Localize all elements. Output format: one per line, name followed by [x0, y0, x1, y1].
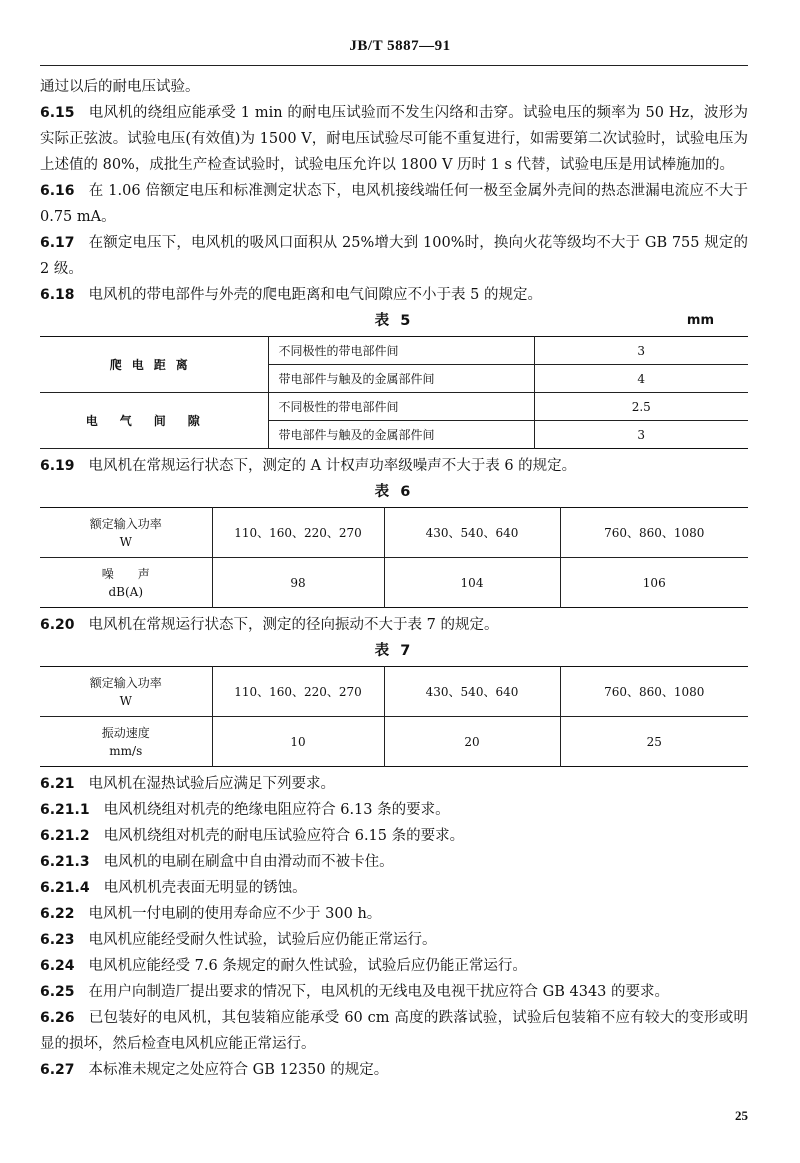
- table-cell: 110、160、220、270: [212, 508, 384, 558]
- row-head-line: 额定输入功率: [89, 675, 162, 690]
- paragraph-group: [40, 74, 748, 308]
- table-row: [40, 667, 748, 717]
- table-row: [40, 558, 748, 608]
- clause-text: 电风机在常规运行状态下，测定的 A 计权声功率级噪声不大于表 6 的规定。: [88, 458, 577, 474]
- clause-number: 6.20: [40, 617, 75, 633]
- table-row: [40, 717, 748, 767]
- clause-number: 6.21: [40, 776, 75, 792]
- clause-paragraph: [40, 797, 748, 823]
- clause-paragraph: [40, 953, 748, 979]
- clause-text: 本标准未规定之处应符合 GB 12350 的规定。: [88, 1062, 389, 1078]
- clause-text: 电风机绕组对机壳的绝缘电阻应符合 6.13 条的要求。: [103, 802, 450, 818]
- table-cell: 430、540、640: [384, 508, 560, 558]
- table5-caption-row: [40, 308, 748, 334]
- clause-text: 电风机在常规运行状态下，测定的径向振动不大于表 7 的规定。: [88, 617, 499, 633]
- clause-paragraph: [40, 1005, 748, 1057]
- table5-row-label: 不同极性的带电部件间: [268, 337, 534, 365]
- clause-text: 在用户向制造厂提出要求的情况下，电风机的无线电及电视干扰应符合 GB 4343 的要求。: [88, 984, 670, 1000]
- clause-paragraph: [40, 823, 748, 849]
- clause-number: 6.24: [40, 958, 75, 974]
- table7-caption-row: [40, 638, 748, 664]
- clause-paragraph: [40, 100, 748, 178]
- table6-caption-row: [40, 479, 748, 505]
- table7-row-head: [40, 717, 212, 767]
- row-head-line: 额定输入功率: [89, 516, 162, 531]
- clause-number: 6.18: [40, 287, 75, 303]
- clause-paragraph: [40, 282, 748, 308]
- page-content: [40, 74, 748, 1083]
- clause-number: 6.22: [40, 906, 75, 922]
- clause-number: 6.25: [40, 984, 75, 1000]
- table-row: [40, 508, 748, 558]
- table7-row-head: [40, 667, 212, 717]
- table5-group-head: 电气间隙: [40, 393, 268, 449]
- clause-number: 6.21.2: [40, 828, 90, 844]
- clause-text: 在 1.06 倍额定电压和标准测定状态下，电风机接线端任何一极至金属外壳间的热态泄漏电流应不大于 0.75 mA。: [40, 183, 748, 225]
- table-row: [40, 393, 748, 421]
- clause-text: 电风机的绕组应能承受 1 min 的耐电压试验而不发生闪络和击穿。试验电压的频率为 50 Hz，波形为实际正弦波。试验电压(有效值)为 1500 V，耐电压试验尽可能不重复进行，如需要第二次试验时，试验电压为上述值的 80%，成批生产检查试验时，试验电压允许以 1800 V 历时 1 s 代替，试验电压是用试棒施加的。: [40, 105, 748, 173]
- clause-paragraph: [40, 901, 748, 927]
- clause-paragraph: [40, 849, 748, 875]
- row-head-unit: W: [119, 534, 132, 549]
- clause-paragraph: [40, 771, 748, 797]
- table-cell: 110、160、220、270: [212, 667, 384, 717]
- clause-number: 6.27: [40, 1062, 75, 1078]
- clause-text: 在额定电压下，电风机的吸风口面积从 25%增大到 100%时，换向火花等级均不大于 GB 755 规定的 2 级。: [40, 235, 748, 277]
- table5-row-value: 3: [534, 421, 748, 449]
- clause-text: 电风机应能经受 7.6 条规定的耐久性试验，试验后应仍能正常运行。: [88, 958, 527, 974]
- clause-paragraph: [40, 612, 748, 638]
- table6-caption: 表 6: [374, 484, 414, 500]
- clause-number: 6.21.3: [40, 854, 90, 870]
- clause-text: 电风机一付电刷的使用寿命应不少于 300 h。: [88, 906, 382, 922]
- clause-paragraph: [40, 1057, 748, 1083]
- clause-number: 6.17: [40, 235, 75, 251]
- table-cell: 760、860、1080: [560, 508, 748, 558]
- table5-row-value: 4: [534, 365, 748, 393]
- clause-number: 6.16: [40, 183, 75, 199]
- table-cell: 25: [560, 717, 748, 767]
- table5-row-value: 3: [534, 337, 748, 365]
- table7-caption: 表 7: [374, 643, 414, 659]
- table-cell: 104: [384, 558, 560, 608]
- clause-text: 电风机在湿热试验后应满足下列要求。: [88, 776, 336, 792]
- clause-number: 6.21.1: [40, 802, 90, 818]
- table-cell: 430、540、640: [384, 667, 560, 717]
- clause-paragraph: [40, 875, 748, 901]
- table5-row-label: 带电部件与触及的金属部件间: [268, 365, 534, 393]
- table5-caption: 表 5: [374, 313, 414, 329]
- table5-unit: mm: [686, 313, 714, 328]
- header-rule: [40, 65, 748, 66]
- clause-paragraph: [40, 453, 748, 479]
- row-head-line: 噪 声: [101, 566, 150, 581]
- table-row: [40, 337, 748, 365]
- clause-text: 电风机应能经受耐久性试验，试验后应仍能正常运行。: [88, 932, 437, 948]
- page-header: JB/T 5887—91: [349, 38, 451, 54]
- table6-row-head: [40, 558, 212, 608]
- clause-paragraph: [40, 178, 748, 230]
- clause-number: 6.26: [40, 1010, 75, 1026]
- row-head-unit: mm/s: [109, 743, 143, 758]
- table7: [40, 666, 748, 767]
- table-cell: 760、860、1080: [560, 667, 748, 717]
- table5: [40, 336, 748, 449]
- table5-group-head: 爬电距离: [40, 337, 268, 393]
- table-cell: 106: [560, 558, 748, 608]
- table5-row-value: 2.5: [534, 393, 748, 421]
- clause-text: 通过以后的耐电压试验。: [40, 79, 200, 95]
- row-head-line: 振动速度: [101, 725, 150, 740]
- table-cell: 98: [212, 558, 384, 608]
- clause-number: 6.15: [40, 105, 75, 121]
- paragraph-group: [40, 771, 748, 1083]
- table5-row-label: 带电部件与触及的金属部件间: [268, 421, 534, 449]
- clause-number: 6.23: [40, 932, 75, 948]
- table-cell: 10: [212, 717, 384, 767]
- clause-text: 电风机的电刷在刷盒中自由滑动而不被卡住。: [103, 854, 394, 870]
- clause-number: 6.19: [40, 458, 75, 474]
- clause-paragraph: [40, 979, 748, 1005]
- clause-text: 电风机绕组对机壳的耐电压试验应符合 6.15 条的要求。: [103, 828, 465, 844]
- clause-text: 电风机的带电部件与外壳的爬电距离和电气间隙应不小于表 5 的规定。: [88, 287, 542, 303]
- clause-text: 电风机机壳表面无明显的锈蚀。: [103, 880, 307, 896]
- page-number: 25: [735, 1108, 748, 1123]
- table6: [40, 507, 748, 608]
- row-head-unit: W: [119, 693, 132, 708]
- row-head-unit: dB(A): [108, 584, 144, 599]
- clause-paragraph: [40, 74, 748, 100]
- clause-paragraph: [40, 927, 748, 953]
- table6-row-head: [40, 508, 212, 558]
- clause-number: 6.21.4: [40, 880, 90, 896]
- table-cell: 20: [384, 717, 560, 767]
- clause-text: 已包装好的电风机，其包装箱应能承受 60 cm 高度的跌落试验，试验后包装箱不应有较大的变形或明显的损坏，然后检查电风机应能正常运行。: [40, 1010, 748, 1052]
- clause-paragraph: [40, 230, 748, 282]
- table5-row-label: 不同极性的带电部件间: [268, 393, 534, 421]
